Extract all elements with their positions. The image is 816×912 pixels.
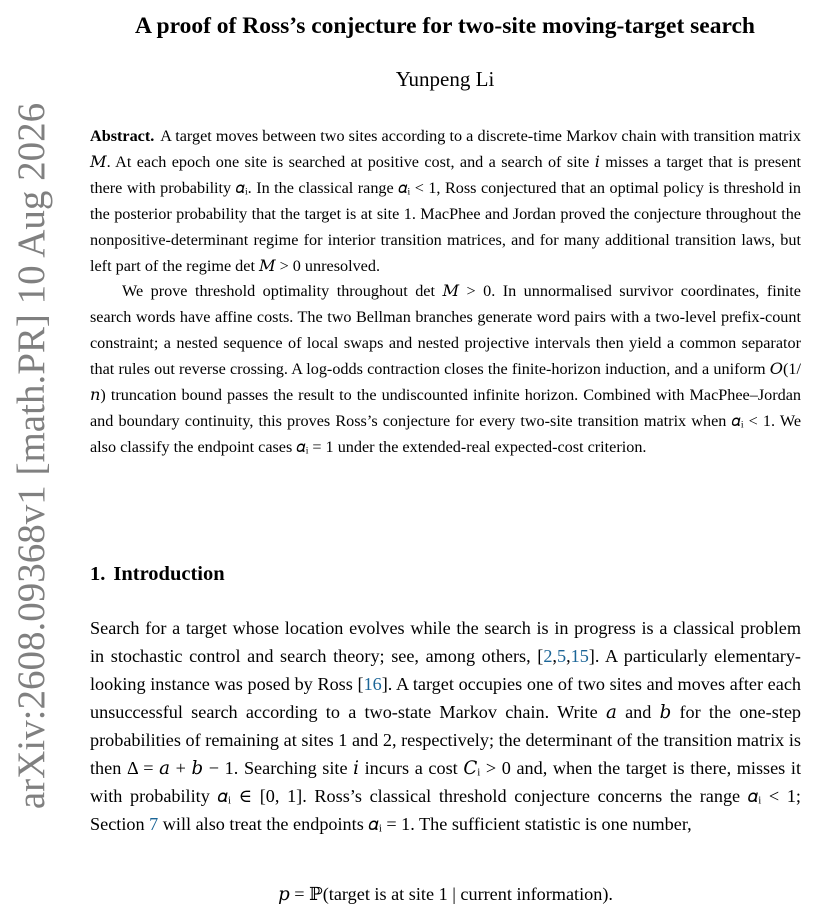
display-equation: 𝑝 = ℙ(target is at site 1 | current information). xyxy=(278,884,613,904)
author-name: Yunpeng Li xyxy=(395,67,495,91)
intro-text-1: Search for a target whose location evolves while the search is in progress is a classical problem in stochastic control and search theory; see, among others, [ xyxy=(90,618,801,666)
section-heading xyxy=(90,558,225,590)
section-number: 1. xyxy=(90,563,106,585)
arxiv-identifier: arXiv:2608.09368v1 [math.PR] 10 Aug 2026 xyxy=(10,102,53,810)
intro-text-4: will also treat the endpoints 𝛼ᵢ = 1. The sufficient statistic is one number, xyxy=(158,814,692,834)
paper-title: A proof of Ross’s conjecture for two-site moving-target search xyxy=(134,13,755,39)
section-reference-link[interactable]: 7 xyxy=(149,814,159,834)
abstract-paragraph-2: We prove threshold optimality throughout det 𝑀 > 0. In unnormalised survivor coordinates, finite search words have affine costs. The two Bellman branches generate word pairs with a two-level prefix-count constraint; a nested sequence of local swaps and nested projective intervals then yield a common separator that rules out reverse crossing. A log-odds contraction closes the finite-horizon induction, and a uniform 𝑂(1/𝑛) truncation bound passes the result to the undiscounted infinite horizon. Combined with MacPhee–Jordan and boundary continuity, this proves Ross’s conjecture for every two-site transition matrix when 𝛼ᵢ < 1. We also classify the endpoint cases 𝛼ᵢ = 1 under the extended-real expected-cost criterion. xyxy=(90,282,801,456)
citation-link[interactable]: 16 xyxy=(363,674,382,694)
abstract-label: Abstract. xyxy=(90,127,155,145)
abstract-paragraph-1 xyxy=(90,124,801,279)
citation-separator: , xyxy=(566,646,571,666)
intro-text-2: ]. A particularly elementary-looking instance was posed by Ross [ xyxy=(90,646,801,694)
section-title-text: Introduction xyxy=(113,563,225,585)
citation-separator: , xyxy=(552,646,557,666)
intro-text-3: ]. A target occupies one of two sites and moves after each unsuccessful search according to a two-state Markov chain. Write 𝑎 and 𝑏 for the one-step probabilities of remaining at sites 1 and 2, respectively; the determinant of the transition matrix is then Δ = 𝑎 + 𝑏 − 1. Searching site 𝑖 incurs a cost 𝐶ᵢ > 0 and, when the target is there, misses it with probability 𝛼ᵢ ∈ [0, 1]. Ross’s classical threshold conjecture concerns the range 𝛼ᵢ < 1; Section xyxy=(90,674,801,834)
citation-link[interactable]: 5 xyxy=(556,646,567,666)
abstract xyxy=(90,124,801,461)
abstract-text-1: A target moves between two sites according to a discrete-time Markov chain with transition matrix 𝑀. At each epoch one site is searched at positive cost, and a search of site 𝑖 misses a target that is present there with probability 𝛼ᵢ. In the classical range 𝛼ᵢ < 1, Ross conjectured that an optimal policy is threshold in the posterior probability that the target is at site 1. MacPhee and Jordan proved the conjecture throughout the nonpositive-determinant regime for interior transition matrices, and for many additional transition laws, but left part of the regime det 𝑀 > 0 unresolved. xyxy=(90,127,801,275)
intro-paragraph xyxy=(90,614,801,838)
citation-link[interactable]: 15 xyxy=(570,646,589,666)
citation-link[interactable]: 2 xyxy=(543,646,553,666)
